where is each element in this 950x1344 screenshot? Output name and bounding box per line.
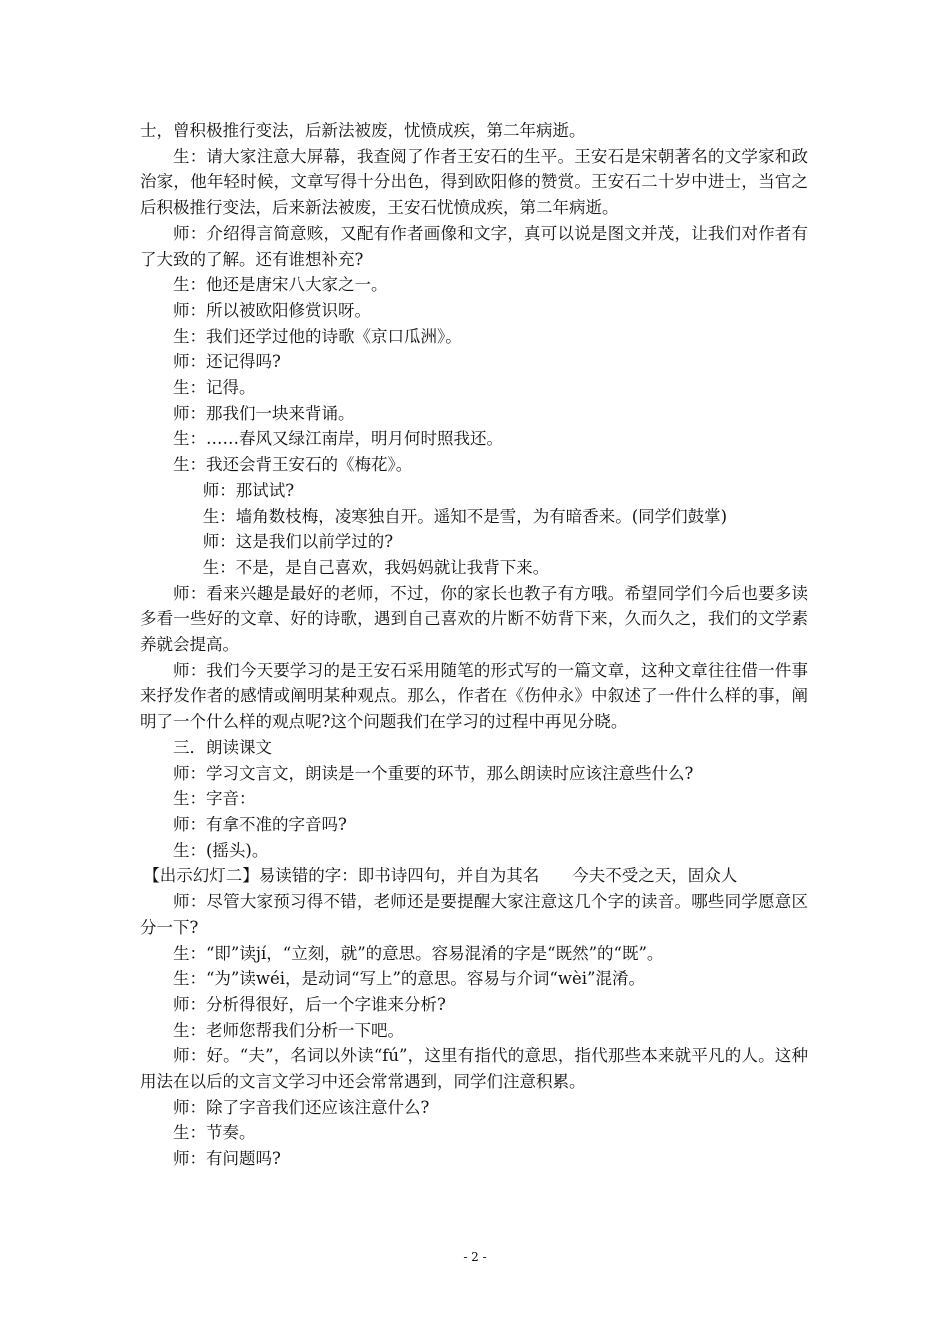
paragraph: 生：我们还学过他的诗歌《京口瓜洲》。 xyxy=(173,326,462,346)
paragraph: 生：节奏。 xyxy=(173,1123,256,1143)
paragraph: 师：那我们一块来背诵。 xyxy=(173,403,355,423)
paragraph: 师：介绍得言简意赅，又配有作者画像和文字，真可以说是图文并茂，让我们对作者有了大致的了解。还有谁想补充? xyxy=(140,223,808,269)
paragraph: 师：除了字音我们还应该注意什么? xyxy=(173,1097,430,1117)
paragraph: 师：有拿不准的字音吗? xyxy=(173,814,347,834)
paragraph: 师：有问题吗? xyxy=(173,1149,281,1169)
paragraph: 生：请大家注意大屏幕，我查阅了作者王安石的生平。王安石是宋朝著名的文学家和政治家，他年轻时候，文章写得十分出色，得到欧阳修的赞赏。王安石二十岁中进士，当官之后积极推行变法，后来新法被废，王安石忧愤成疾，第二年病逝。 xyxy=(140,146,808,218)
paragraph: 师：看来兴趣是最好的老师，不过，你的家长也教子有方哦。希望同学们今后也要多读多看一些好的文章、好的诗歌，遇到自己喜欢的片断不妨背下来，久而久之，我们的文学素养就会提高。 xyxy=(140,583,808,655)
paragraph: 生：……春风又绿江南岸，明月何时照我还。 xyxy=(173,429,503,449)
paragraph: 【出示幻灯二】易读错的字：即书诗四句，并自为其名 今夫不受之天，固众人 xyxy=(143,866,738,886)
page-number: - 2 - xyxy=(463,1250,487,1264)
paragraph: 生：“即”读jí，“立刻，就”的意思。容易混淆的字是“既然”的“既”。 xyxy=(173,943,664,963)
paragraph: 士，曾积极推行变法，后新法被废，忧愤成疾，第二年病逝。 xyxy=(140,121,586,140)
paragraph: 生：“为”读wéi，是动词“写上”的意思。容易与介词“wèi”混淆。 xyxy=(173,969,645,989)
paragraph: 生：他还是唐宋八大家之一。 xyxy=(173,275,388,295)
paragraph: 师：好。“夫”，名词以外读“fú”，这里有指代的意思，指代那些本来就平凡的人。这种用法在以后的文言文学习中还会常常遇到，同学们注意积累。 xyxy=(140,1046,808,1092)
paragraph: 生：墙角数枝梅，凌寒独自开。遥知不是雪，为有暗香来。(同学们鼓掌) xyxy=(202,506,728,526)
paragraph: 师：尽管大家预习得不错，老师还是要提醒大家注意这几个字的读音。哪些同学愿意区分一下? xyxy=(140,892,808,937)
paragraph: 生：(摇头)。 xyxy=(173,840,269,860)
paragraph: 生：我还会背王安石的《梅花》。 xyxy=(173,455,413,475)
paragraph: 生：老师您帮我们分析一下吧。 xyxy=(173,1020,404,1040)
paragraph: 师：分析得很好，后一个字谁来分析? xyxy=(173,994,446,1014)
paragraph: 生：记得。 xyxy=(173,378,256,398)
paragraph: 生：不是，是自己喜欢，我妈妈就让我背下来。 xyxy=(202,557,550,577)
paragraph: 师：这是我们以前学过的? xyxy=(202,532,394,552)
paragraph: 师：那试试? xyxy=(202,480,295,500)
paragraph: 三．朗读课文 xyxy=(173,737,272,757)
paragraph: 生：字音： xyxy=(173,789,256,809)
paragraph: 师：所以被欧阳修赏识呀。 xyxy=(173,300,371,320)
paragraph: 师：我们今天要学习的是王安石采用随笔的形式写的一篇文章，这种文章往往借一件事来抒发作者的感情或阐明某种观点。那么，作者在《伤仲永》中叙述了一件什么样的事，阐明了一个什么样的观点呢?这个问题我们在学习的过程中再见分晓。 xyxy=(140,660,808,732)
paragraph: 师：还记得吗? xyxy=(173,352,281,372)
document-page xyxy=(140,118,808,1172)
paragraph: 师：学习文言文，朗读是一个重要的环节，那么朗读时应该注意些什么? xyxy=(173,763,694,783)
